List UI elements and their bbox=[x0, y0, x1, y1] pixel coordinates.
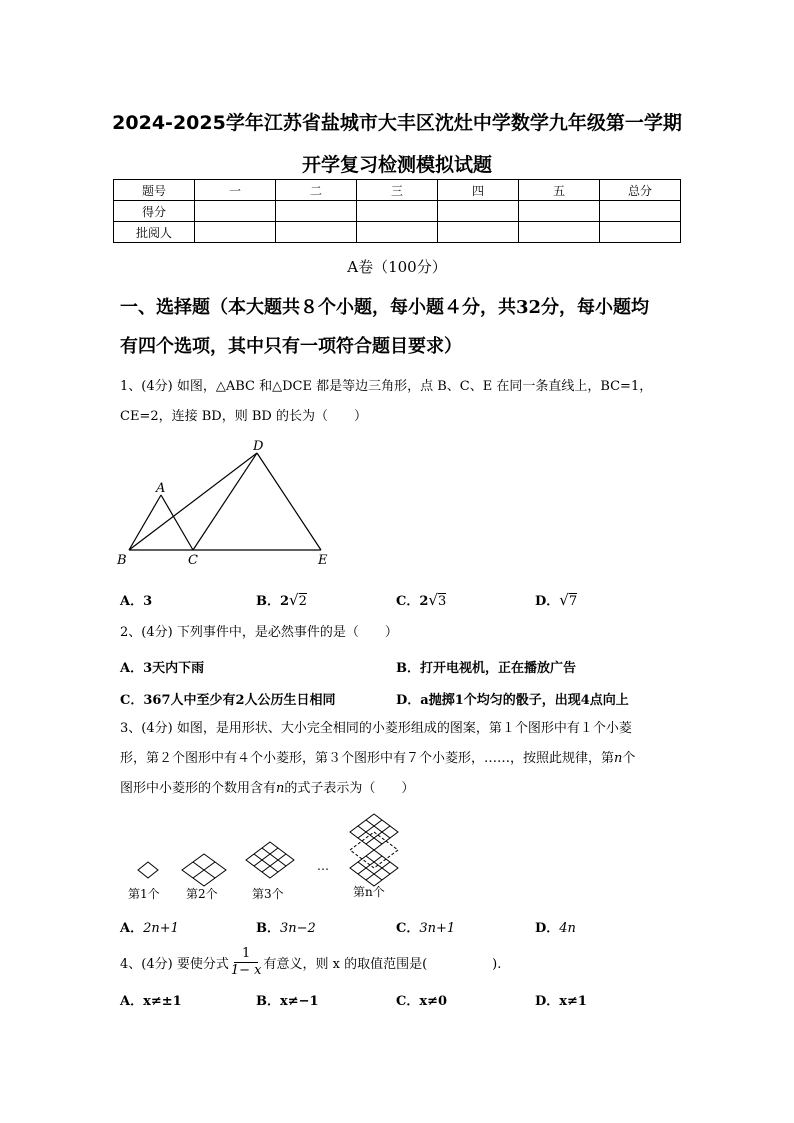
section-heading-line2: 有四个选项，其中只有一项符合题目要求） bbox=[120, 336, 462, 357]
q2-stem: 2、(4分) 下列事件中，是必然事件的是（ ） bbox=[120, 625, 398, 640]
point-d-label: D bbox=[253, 439, 264, 454]
score-table-header-row bbox=[114, 180, 681, 201]
point-a-label: A bbox=[156, 481, 166, 496]
q1-option-d-radicand: 7 bbox=[568, 594, 578, 609]
q1-option-b[interactable] bbox=[256, 590, 307, 609]
q3-stem-line2 bbox=[120, 743, 700, 775]
rhombus-fig-n bbox=[350, 814, 398, 886]
q4-stem bbox=[120, 942, 501, 982]
segment-bd bbox=[129, 453, 257, 550]
q2-option-a[interactable]: A．3天内下雨 bbox=[120, 661, 205, 676]
score-input-cell[interactable] bbox=[438, 201, 519, 222]
sqrt-sign-icon: √ bbox=[289, 591, 299, 609]
fraction-denominator: 1− x bbox=[230, 962, 262, 978]
score-table bbox=[113, 179, 681, 243]
q4-option-d[interactable]: D．x≠1 bbox=[535, 994, 587, 1009]
fig3-caption: 第3个 bbox=[252, 887, 284, 901]
section-heading-line1: 一、选择题（本大题共８个小题，每小题４分，共32分，每小题均 bbox=[120, 297, 650, 318]
q3-option-b[interactable] bbox=[256, 917, 316, 936]
fig2-caption: 第2个 bbox=[186, 887, 218, 901]
q1-stem-line1: 1、(4分) 如图，△ABC 和△DCE 都是等边三角形，点 B、C、E 在同一条直线上，BC=1， bbox=[120, 379, 653, 394]
variable-n: n bbox=[614, 751, 623, 766]
score-input-cell[interactable] bbox=[195, 201, 276, 222]
grader-input-cell[interactable] bbox=[195, 222, 276, 243]
q3-option-a-label: A． bbox=[120, 921, 144, 936]
table-cell: 四 bbox=[438, 180, 519, 201]
q3-option-a-expr: 2n+1 bbox=[143, 921, 179, 936]
ellipsis-text: … bbox=[317, 859, 329, 873]
score-input-cell[interactable] bbox=[276, 201, 357, 222]
point-c-label: C bbox=[188, 553, 198, 568]
q1-option-b-prefix: B．2 bbox=[256, 594, 290, 609]
q3-stem-line2-tail: 个 bbox=[622, 751, 636, 766]
q2-option-b[interactable]: B．打开电视机，正在播放广告 bbox=[396, 661, 576, 676]
table-cell: 五 bbox=[519, 180, 600, 201]
grader-input-cell[interactable] bbox=[600, 222, 681, 243]
score-input-cell[interactable] bbox=[519, 201, 600, 222]
point-e-label: E bbox=[318, 553, 328, 568]
rhombus-fig1 bbox=[138, 862, 158, 878]
variable-n: n bbox=[276, 781, 285, 796]
fraction-numerator: 1 bbox=[234, 946, 258, 963]
q1-stem-line2: CE=2，连接 BD，则 BD 的长为（ ） bbox=[120, 409, 367, 424]
q3-stem-line3-tail: 的式子表示为（ ） bbox=[284, 781, 415, 796]
q4-option-c[interactable]: C．x≠0 bbox=[396, 994, 448, 1009]
q1-option-d[interactable] bbox=[535, 590, 577, 609]
table-cell: 一 bbox=[195, 180, 276, 201]
score-table-row bbox=[114, 222, 681, 243]
q3-option-c[interactable] bbox=[396, 917, 455, 936]
q3-option-a[interactable] bbox=[120, 917, 179, 936]
q3-option-b-label: B． bbox=[256, 921, 280, 936]
exam-title-line1: 2024-2025学年江苏省盐城市大丰区沈灶中学数学九年级第一学期 bbox=[112, 112, 682, 134]
volume-heading: A卷（100分） bbox=[347, 258, 447, 276]
segment-cd bbox=[193, 453, 257, 550]
grader-input-cell[interactable] bbox=[276, 222, 357, 243]
q2-option-c[interactable]: C．367人中至少有2人公历生日相同 bbox=[120, 693, 336, 708]
q3-stem-line3-head: 图形中小菱形的个数用含有 bbox=[120, 781, 277, 796]
sqrt-sign-icon: √ bbox=[428, 591, 438, 609]
score-input-cell[interactable] bbox=[600, 201, 681, 222]
segment-de bbox=[257, 453, 321, 550]
q1-option-d-prefix: D． bbox=[535, 594, 560, 609]
score-table-row bbox=[114, 201, 681, 222]
q3-option-d[interactable] bbox=[535, 917, 576, 936]
q4-stem-tail: 有意义，则 x 的取值范围是( ). bbox=[263, 956, 502, 972]
score-input-cell[interactable] bbox=[357, 201, 438, 222]
grader-input-cell[interactable] bbox=[438, 222, 519, 243]
q3-stem-line3 bbox=[120, 773, 680, 805]
point-b-label: B bbox=[117, 553, 127, 568]
q1-option-c-radicand: 3 bbox=[437, 594, 447, 609]
table-cell: 批阅人 bbox=[114, 222, 195, 243]
rhombus-fig3 bbox=[246, 842, 294, 878]
table-cell: 题号 bbox=[114, 180, 195, 201]
rhombus-fig2 bbox=[182, 854, 226, 886]
q1-option-c-prefix: C．2 bbox=[396, 594, 429, 609]
q1-option-a[interactable]: A．3 bbox=[120, 594, 153, 609]
q3-option-b-expr: 3n−2 bbox=[280, 921, 316, 936]
q3-option-d-label: D． bbox=[535, 921, 560, 936]
q3-stem-line2-text: 形，第２个图形中有４个小菱形，第３个图形中有７个小菱形，……，按照此规律，第 bbox=[120, 751, 615, 766]
q3-rhombus-pattern-figure bbox=[120, 810, 410, 906]
q3-option-c-label: C． bbox=[396, 921, 420, 936]
grader-input-cell[interactable] bbox=[357, 222, 438, 243]
q4-option-b[interactable]: B．x≠−1 bbox=[256, 994, 319, 1009]
q2-option-d[interactable]: D．a抛掷1个均匀的骰子，出现4点向上 bbox=[396, 693, 629, 708]
q3-stem-line1: 3、(4分) 如图，是用形状、大小完全相同的小菱形组成的图案，第１个图形中有１个小菱 bbox=[120, 721, 632, 736]
q4-option-a[interactable]: A．x≠±1 bbox=[120, 994, 182, 1009]
q3-option-d-expr: 4n bbox=[559, 921, 576, 936]
q4-stem-head: 4、(4分) 要使分式 bbox=[120, 956, 229, 972]
table-cell: 二 bbox=[276, 180, 357, 201]
sqrt-sign-icon: √ bbox=[559, 591, 569, 609]
q1-triangle-figure bbox=[112, 436, 342, 572]
table-cell: 得分 bbox=[114, 201, 195, 222]
q1-option-b-radicand: 2 bbox=[298, 594, 307, 609]
q1-option-c[interactable] bbox=[396, 590, 446, 609]
fig-n-caption: 第n个 bbox=[353, 885, 385, 899]
q4-fraction bbox=[231, 946, 262, 979]
table-cell: 总分 bbox=[600, 180, 681, 201]
fig1-caption: 第1个 bbox=[128, 887, 160, 901]
grader-input-cell[interactable] bbox=[519, 222, 600, 243]
exam-title-line2: 开学复习检测模拟试题 bbox=[301, 154, 492, 176]
q3-option-c-expr: 3n+1 bbox=[419, 921, 456, 936]
table-cell: 三 bbox=[357, 180, 438, 201]
segment-ba bbox=[129, 495, 161, 550]
